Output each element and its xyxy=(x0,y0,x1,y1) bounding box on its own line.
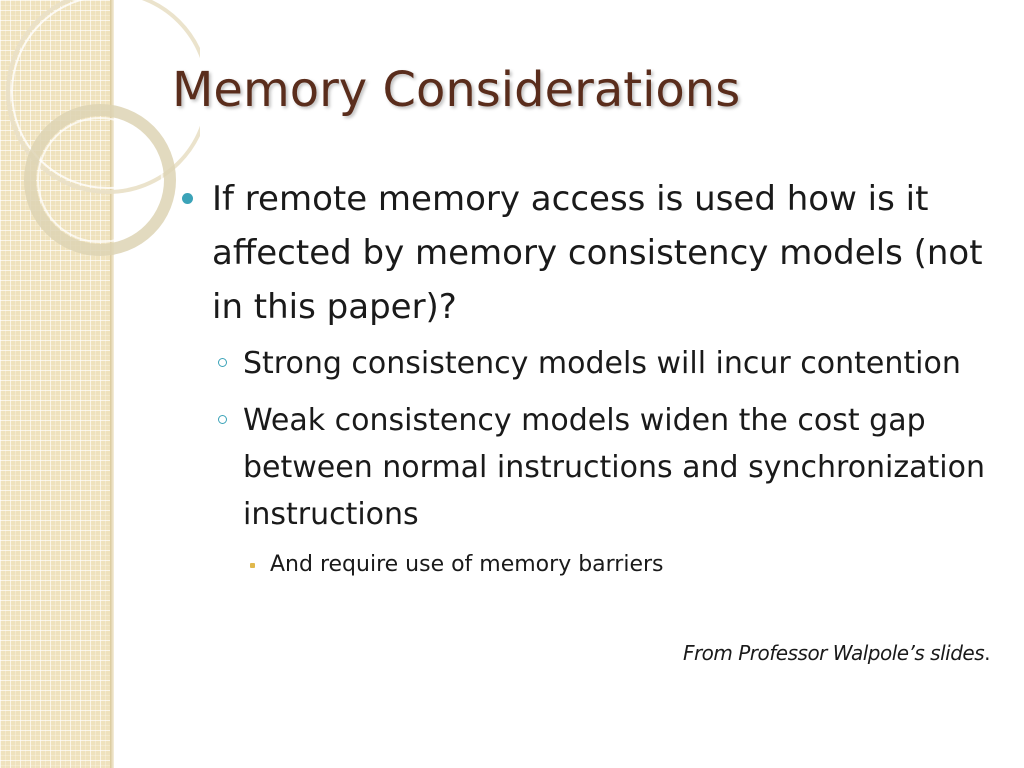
ring-bullet-icon xyxy=(218,415,227,424)
sub-bullet-text: Strong consistency models will incur contention xyxy=(243,346,961,381)
bullet-item xyxy=(180,172,1000,334)
square-bullet-icon xyxy=(250,563,255,568)
slide-content xyxy=(180,172,1000,582)
round-bullet-icon xyxy=(182,193,193,204)
source-credit xyxy=(683,641,990,665)
ring-bullet-icon xyxy=(218,358,227,367)
bullet-text: If remote memory access is used how is it affected by memory consistency models (not in this paper)? xyxy=(212,179,983,327)
slide-title: Memory Considerations xyxy=(172,62,741,118)
sub-bullet-text: Weak consistency models widen the cost gap between normal instructions and synchronization instructions xyxy=(243,403,985,532)
sub-sub-bullet-text: And require use of memory barriers xyxy=(270,552,664,577)
sub-bullet-item xyxy=(180,397,1000,538)
credit-punctuation: . xyxy=(984,641,990,665)
decorative-rings xyxy=(0,0,200,300)
sub-bullet-item xyxy=(180,340,1000,387)
sub-sub-bullet-item xyxy=(180,548,1000,582)
credit-text: From Professor Walpole’s slides xyxy=(682,641,985,665)
